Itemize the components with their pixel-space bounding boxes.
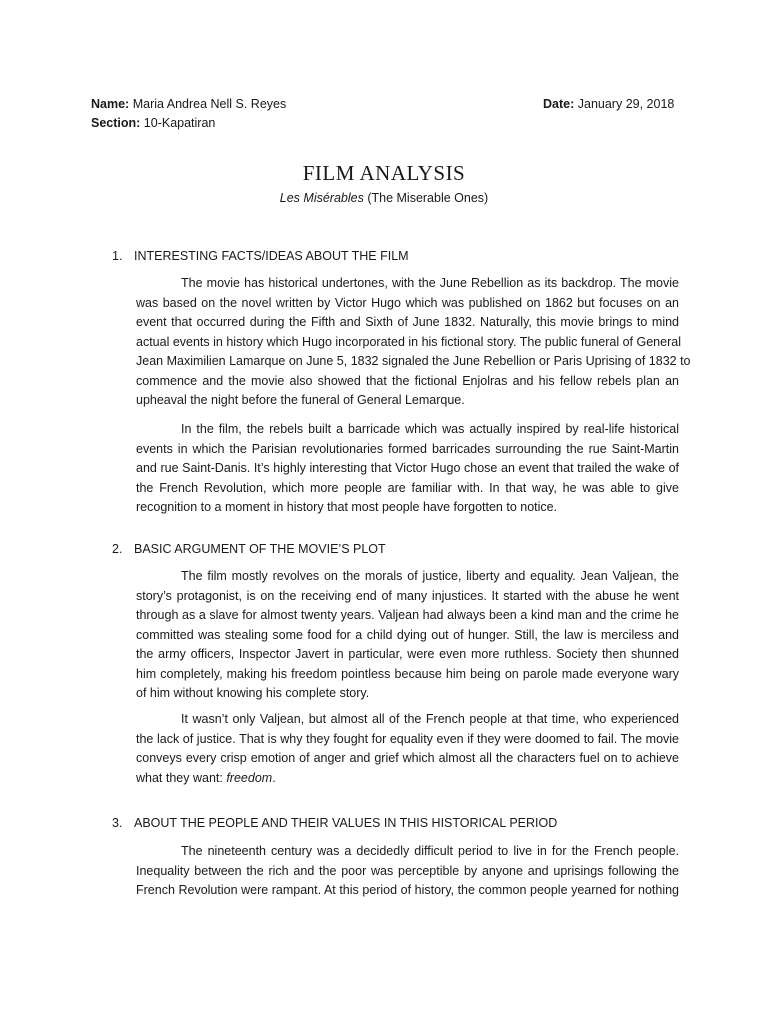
text-line: actual events in history which Hugo incorporated in his fictional story. The public funeral of General bbox=[136, 334, 681, 349]
text-line: story’s protagonist, is on the receiving end of many injustices. It started with the abuse he went bbox=[136, 588, 679, 603]
name-value: Maria Andrea Nell S. Reyes bbox=[132, 97, 287, 111]
text-line: In the film, the rebels built a barricade which was actually inspired by real-life historical bbox=[181, 422, 679, 436]
text-line: of him without knowing his complete story. bbox=[136, 686, 370, 700]
text-line bbox=[136, 769, 679, 789]
date-value: January 29, 2018 bbox=[577, 97, 675, 111]
section-row bbox=[91, 115, 215, 131]
text-line: recognition to a moment in history that most people have forgotten to notice. bbox=[136, 500, 558, 514]
section-2-heading bbox=[112, 541, 386, 557]
text-line: Jean Maximilien Lamarque on June 5, 1832 signaled the June Rebellion or Paris Uprising of 1832 to bbox=[136, 354, 691, 368]
text-line: upheaval the night before the funeral of General Lemarque. bbox=[136, 393, 465, 407]
text-line: the lack of justice. That is why they fought for equality even if they were doomed to fail. The movie bbox=[136, 731, 679, 746]
section-2-paragraph-1 bbox=[136, 567, 679, 704]
text-line: event that occurred during the Fifth and Sixth of June 1832. Naturally, this movie brings to mind bbox=[136, 315, 679, 329]
closing-end: . bbox=[272, 770, 276, 785]
section-heading-text: BASIC ARGUMENT OF THE MOVIE’S PLOT bbox=[134, 542, 386, 556]
section-heading-text: INTERESTING FACTS/IDEAS ABOUT THE FILM bbox=[134, 249, 409, 263]
text-line: events in which the Parisian revolutionaries formed barricades surrounding the rue Saint-Martin bbox=[136, 441, 679, 456]
text-line: committed was stealing some food for a child dying out of hunger. Still, the law is merciless and bbox=[136, 627, 679, 642]
closing-italic: freedom bbox=[226, 770, 273, 785]
section-3-heading bbox=[112, 815, 557, 831]
section-label: Section: bbox=[91, 116, 141, 130]
page-title: FILM ANALYSIS bbox=[302, 161, 466, 185]
section-value: 10-Kapatiran bbox=[143, 116, 216, 130]
text-line: and rue Saint-Danis. It’s highly interesting that Victor Hugo chose an event that trailed the wake of bbox=[136, 461, 679, 475]
section-heading-text: ABOUT THE PEOPLE AND THEIR VALUES IN THIS HISTORICAL PERIOD bbox=[134, 816, 558, 830]
text-line: commence and the movie also showed that the fictional Enjolras and his fellow rebels plan an bbox=[136, 373, 679, 388]
text-line: the army officers, Inspector Javert in particular, were even more ruthless. Society then shunned bbox=[136, 647, 679, 661]
section-1-paragraph-1 bbox=[136, 274, 691, 411]
closing-text: what they want: bbox=[136, 770, 227, 785]
section-3-paragraph-1 bbox=[136, 842, 679, 901]
text-line: conveys every crisp emotion of anger and grief which almost all the characters fuel on to achieve bbox=[136, 751, 679, 765]
subtitle-rest: (The Miserable Ones) bbox=[363, 191, 489, 205]
date-row bbox=[543, 96, 674, 112]
name-row bbox=[91, 96, 286, 112]
section-1-heading bbox=[112, 248, 409, 264]
text-line: the French Revolution, which more people are familiar with. In that way, he was able to give bbox=[136, 480, 679, 495]
section-number: 1. bbox=[112, 249, 123, 263]
section-number: 3. bbox=[112, 816, 123, 830]
text-line: It wasn’t only Valjean, but almost all of the French people at that time, who experienced bbox=[181, 712, 679, 726]
date-label: Date: bbox=[543, 97, 575, 111]
text-line: French Revolution were rampant. At this period of history, the common people yearned for nothing bbox=[136, 883, 679, 897]
text-line: him completely, making his freedom pointless because him being on parole made everyone wary bbox=[136, 666, 679, 681]
name-label: Name: bbox=[91, 97, 130, 111]
section-number: 2. bbox=[112, 542, 123, 556]
page-subtitle bbox=[0, 190, 768, 206]
text-line: The movie has historical undertones, with the June Rebellion as its backdrop. The movie bbox=[181, 276, 679, 290]
section-1-paragraph-2 bbox=[136, 420, 679, 518]
text-line: The film mostly revolves on the morals of justice, liberty and equality. Jean Valjean, the bbox=[181, 569, 679, 583]
text-line: through as a slave for almost twenty years. Valjean had always been a kind man and the crime he bbox=[136, 608, 679, 622]
subtitle-italic: Les Misérables bbox=[279, 191, 364, 205]
text-line: Inequality between the rich and the poor was perceptible by anyone and uprisings following the bbox=[136, 863, 679, 878]
text-line: The nineteenth century was a decidedly difficult period to live in for the French people. bbox=[181, 844, 679, 858]
section-2-paragraph-2 bbox=[136, 710, 679, 788]
text-line: was based on the novel written by Victor Hugo which was published on 1862 but focuses on an bbox=[136, 295, 679, 310]
